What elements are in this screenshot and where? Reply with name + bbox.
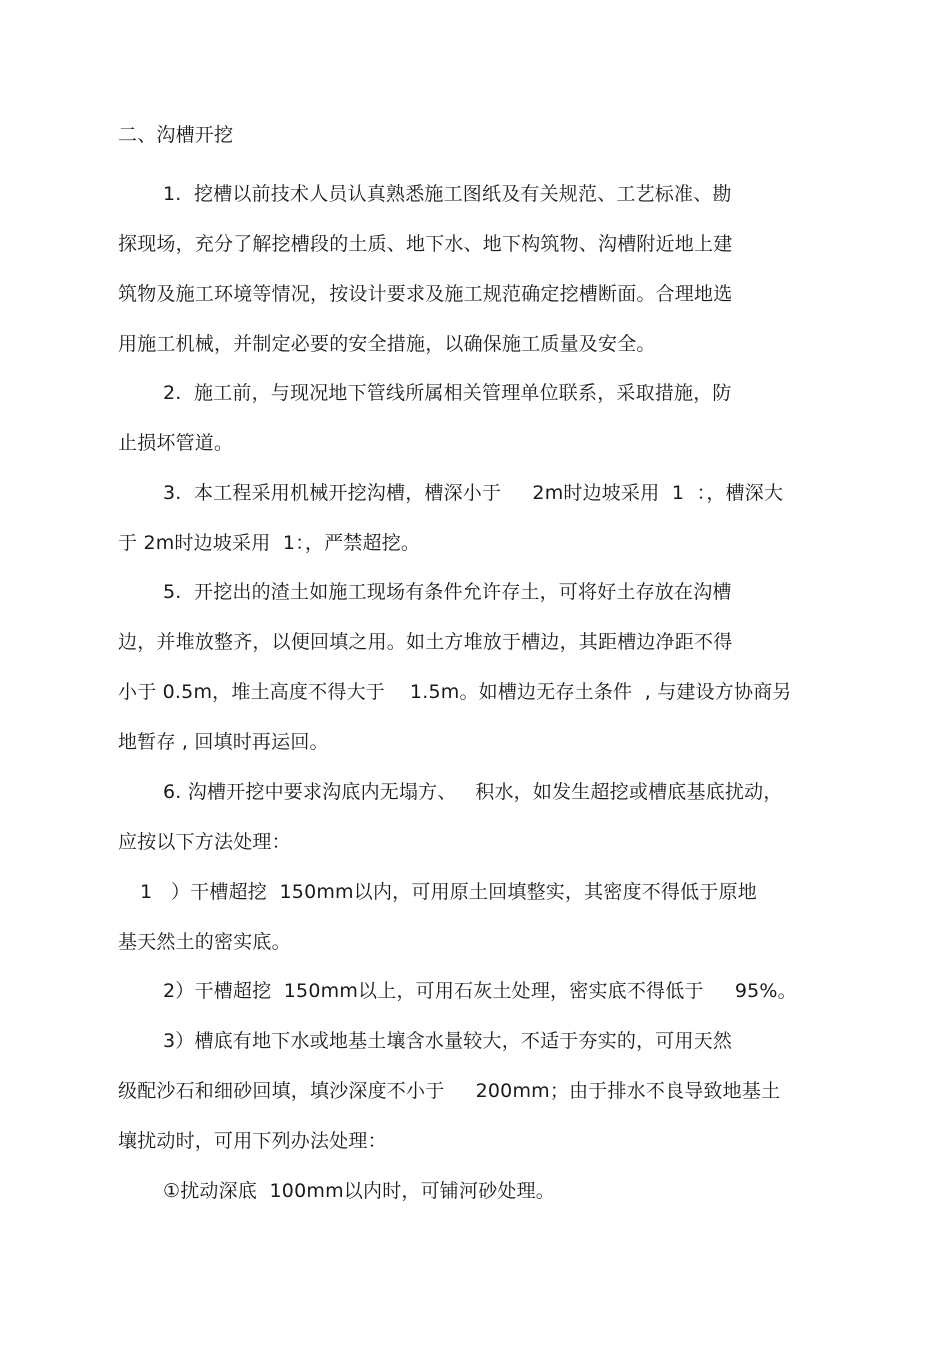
- paragraph-line: 壤扰动时，可用下列办法处理：: [118, 1130, 387, 1152]
- paragraph-line: 地暂存 , 回填时再运回。: [118, 731, 329, 753]
- paragraph-line: 于 2m时边坡采用 1：，严禁超挖。: [118, 532, 421, 554]
- paragraph-line: 1 ）干槽超挖 150mm以内，可用原土回填整实，其密度不得低于原地: [140, 881, 757, 903]
- paragraph-line: 用施工机械，并制定必要的安全措施，以确保施工质量及安全。: [118, 333, 656, 355]
- paragraph-line: 级配沙石和细砂回填，填沙深度不小于 200mm；由于排水不良导致地基土: [118, 1080, 781, 1102]
- paragraph-line: 探现场，充分了解挖槽段的土质、地下水、地下构筑物、沟槽附近地上建: [118, 233, 733, 255]
- paragraph-line: 2. 施工前，与现况地下管线所属相关管理单位联系，采取措施，防: [163, 382, 732, 404]
- paragraph-line: 2）干槽超挖 150mm以上，可用石灰土处理，密实底不得低于 95%。: [163, 980, 797, 1002]
- section-heading: 二、沟槽开挖: [118, 124, 234, 146]
- paragraph-line: ①扰动深底 100mm以内时，可铺河砂处理。: [163, 1180, 555, 1202]
- paragraph-line: 小于 0.5m，堆土高度不得大于 1.5m。如槽边无存土条件 , 与建设方协商另: [118, 681, 792, 703]
- paragraph-line: 3. 本工程采用机械开挖沟槽，槽深小于 2m时边坡采用 1 ：，槽深大: [163, 482, 784, 504]
- paragraph-line: 5. 开挖出的渣土如施工现场有条件允许存土，可将好土存放在沟槽: [163, 581, 732, 603]
- paragraph-line: 筑物及施工环境等情况，按设计要求及施工规范确定挖槽断面。合理地选: [118, 283, 733, 305]
- paragraph-line: 1. 挖槽以前技术人员认真熟悉施工图纸及有关规范、工艺标准、勘: [163, 183, 732, 205]
- paragraph-line: 基天然土的密实底。: [118, 931, 291, 953]
- paragraph-line: 3）槽底有地下水或地基土壤含水量较大，不适于夯实的，可用天然: [163, 1030, 733, 1052]
- paragraph-line: 止损坏管道。: [118, 432, 234, 454]
- paragraph-line: 6. 沟槽开挖中要求沟底内无塌方、 积水，如发生超挖或槽底基底扰动，: [163, 781, 783, 803]
- paragraph-line: 边，并堆放整齐，以便回填之用。如土方堆放于槽边，其距槽边净距不得: [118, 631, 733, 653]
- paragraph-line: 应按以下方法处理：: [118, 831, 291, 853]
